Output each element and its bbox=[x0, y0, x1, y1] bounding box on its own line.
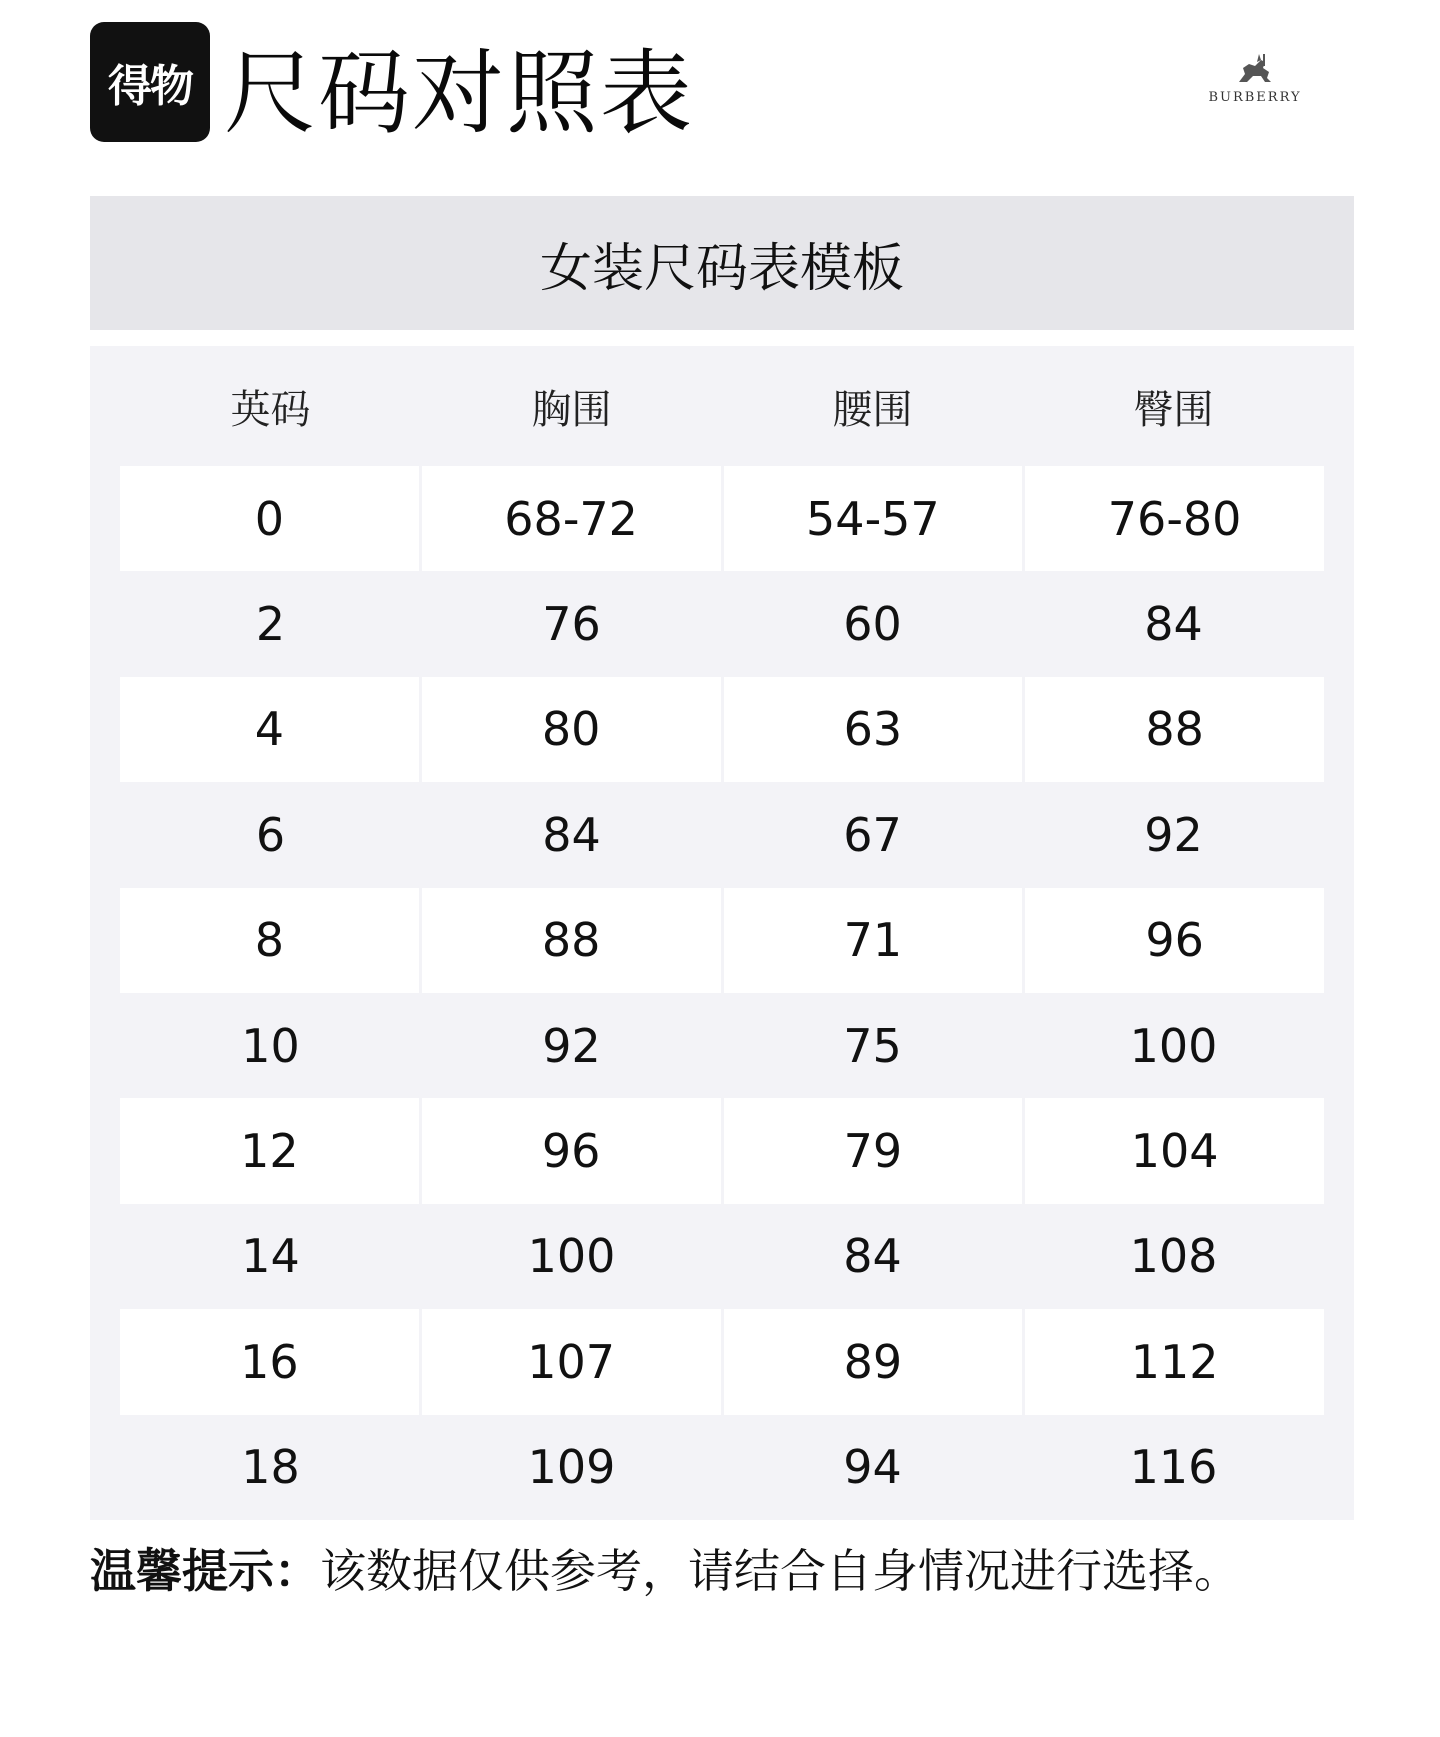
waist-cell: 79 bbox=[721, 1098, 1023, 1203]
bust-cell: 68-72 bbox=[419, 466, 721, 571]
table-row bbox=[120, 1309, 1324, 1414]
hip-cell: 100 bbox=[1129, 1018, 1218, 1073]
size-cell: 12 bbox=[120, 1098, 419, 1203]
bust-cell: 76 bbox=[542, 597, 601, 652]
hip-cell: 76-80 bbox=[1022, 466, 1324, 571]
column-header-hip: 臀围 bbox=[1133, 386, 1214, 433]
waist-cell: 84 bbox=[843, 1229, 902, 1284]
waist-cell: 89 bbox=[721, 1309, 1023, 1414]
table-row bbox=[120, 1415, 1324, 1520]
hip-cell: 108 bbox=[1129, 1229, 1218, 1284]
page-title: 尺码对照表 bbox=[224, 40, 695, 147]
tip-label: 温馨提示： bbox=[90, 1544, 320, 1598]
table-row bbox=[120, 1204, 1324, 1309]
waist-cell: 63 bbox=[721, 677, 1023, 782]
app-logo bbox=[90, 22, 210, 142]
size-cell: 0 bbox=[120, 466, 419, 571]
table-row bbox=[120, 677, 1324, 782]
size-cell: 8 bbox=[120, 888, 419, 993]
size-cell: 16 bbox=[120, 1309, 419, 1414]
hip-cell: 92 bbox=[1144, 807, 1203, 862]
size-cell: 4 bbox=[120, 677, 419, 782]
waist-cell: 60 bbox=[843, 597, 902, 652]
bust-cell: 84 bbox=[542, 807, 601, 862]
table-row bbox=[120, 1098, 1324, 1203]
bust-cell: 96 bbox=[419, 1098, 721, 1203]
table-row bbox=[120, 888, 1324, 993]
column-header-bust: 胸围 bbox=[531, 386, 612, 433]
table-row bbox=[120, 571, 1324, 676]
column-header-uk-size: 英码 bbox=[230, 386, 311, 433]
brand-name: BURBERRY bbox=[1208, 90, 1302, 105]
bust-cell: 100 bbox=[527, 1229, 616, 1284]
hip-cell: 88 bbox=[1022, 677, 1324, 782]
size-cell: 2 bbox=[255, 597, 286, 652]
hip-cell: 116 bbox=[1129, 1440, 1218, 1495]
bust-cell: 88 bbox=[419, 888, 721, 993]
waist-cell: 75 bbox=[843, 1018, 902, 1073]
bust-cell: 92 bbox=[542, 1018, 601, 1073]
table-header-row bbox=[120, 346, 1324, 466]
hip-cell: 96 bbox=[1022, 888, 1324, 993]
hip-cell: 112 bbox=[1022, 1309, 1324, 1414]
tip-note bbox=[90, 1536, 1390, 1606]
table-body bbox=[120, 466, 1324, 1520]
size-cell: 6 bbox=[255, 807, 286, 862]
size-sheet-title: 女装尺码表模板 bbox=[90, 196, 1354, 330]
table-row bbox=[120, 466, 1324, 571]
size-cell: 10 bbox=[241, 1018, 300, 1073]
bust-cell: 107 bbox=[419, 1309, 721, 1414]
waist-cell: 71 bbox=[721, 888, 1023, 993]
header bbox=[0, 0, 1440, 180]
bust-cell: 80 bbox=[419, 677, 721, 782]
waist-cell: 54-57 bbox=[721, 466, 1023, 571]
waist-cell: 94 bbox=[843, 1440, 902, 1495]
tip-text: 该数据仅供参考，请结合自身情况进行选择。 bbox=[320, 1544, 1240, 1598]
hip-cell: 84 bbox=[1144, 597, 1203, 652]
bust-cell: 109 bbox=[527, 1440, 616, 1495]
waist-cell: 67 bbox=[843, 807, 902, 862]
table-row bbox=[120, 782, 1324, 887]
table-row bbox=[120, 993, 1324, 1098]
column-header-waist: 腰围 bbox=[832, 386, 913, 433]
hip-cell: 104 bbox=[1022, 1098, 1324, 1203]
app-logo-text: 得物 bbox=[108, 61, 192, 112]
brand-logo bbox=[1180, 52, 1330, 112]
size-cell: 18 bbox=[241, 1440, 300, 1495]
size-table bbox=[90, 346, 1354, 1520]
equestrian-knight-icon bbox=[1233, 52, 1277, 88]
size-cell: 14 bbox=[241, 1229, 300, 1284]
